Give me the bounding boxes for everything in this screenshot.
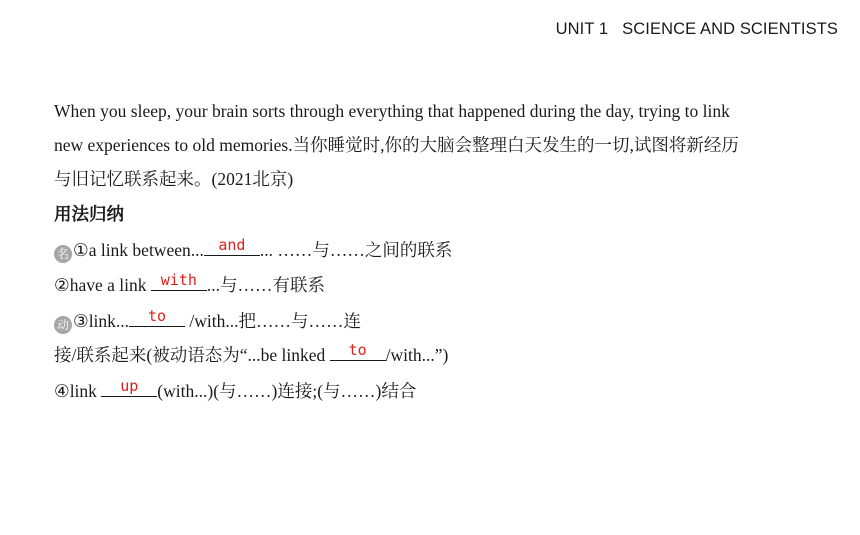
section-title: 用法归纳 bbox=[54, 204, 124, 224]
item-2-blank bbox=[151, 273, 207, 291]
example-sentence-line-2: new experiences to old memories.当你睡觉时,你的大脑会整理白天发生的一切,试图将新经历 bbox=[54, 135, 739, 155]
example-sentence-line-3: 与旧记忆联系起来。(2021北京) bbox=[54, 169, 294, 189]
example-sentence-line-1: When you sleep, your brain sorts through everything that happened during the day, trying to link bbox=[54, 101, 730, 121]
item-3b-pre: 接/联系起来(被动语态为“...be linked bbox=[54, 345, 330, 365]
verb-badge: 动 bbox=[54, 316, 72, 334]
usage-item-3-continued bbox=[54, 343, 448, 366]
item-4-post: (with...)(与……)连接;(与……)结合 bbox=[157, 381, 417, 401]
noun-badge: 名 bbox=[54, 245, 72, 263]
item-2-answer: with bbox=[160, 271, 197, 289]
usage-item-1 bbox=[54, 238, 452, 263]
usage-item-3 bbox=[54, 309, 361, 334]
item-4-blank bbox=[101, 379, 157, 397]
item-1-answer: and bbox=[218, 236, 246, 254]
usage-item-4 bbox=[54, 379, 416, 402]
item-3b-post: /with...”) bbox=[385, 345, 449, 365]
item-3-blank bbox=[129, 309, 185, 327]
item-2-post: ...与……有联系 bbox=[206, 275, 325, 295]
item-4-pre: ④link bbox=[54, 381, 102, 401]
item-3-answer: to bbox=[148, 307, 167, 325]
item-1-post: ... ……与……之间的联系 bbox=[259, 240, 453, 260]
item-1-blank bbox=[204, 238, 260, 256]
unit-header bbox=[556, 20, 838, 39]
item-4-answer: up bbox=[120, 377, 139, 395]
item-3b-answer: to bbox=[348, 341, 367, 359]
item-3b-blank bbox=[330, 343, 386, 361]
unit-number: UNIT 1 bbox=[555, 20, 609, 38]
item-1-pre: ①a link between... bbox=[73, 240, 204, 260]
item-3-post: /with...把……与……连 bbox=[185, 311, 362, 331]
item-3-pre: ③link... bbox=[73, 311, 130, 331]
usage-item-2 bbox=[54, 273, 325, 296]
item-2-pre: ②have a link bbox=[54, 275, 151, 295]
unit-title: SCIENCE AND SCIENTISTS bbox=[622, 20, 838, 38]
